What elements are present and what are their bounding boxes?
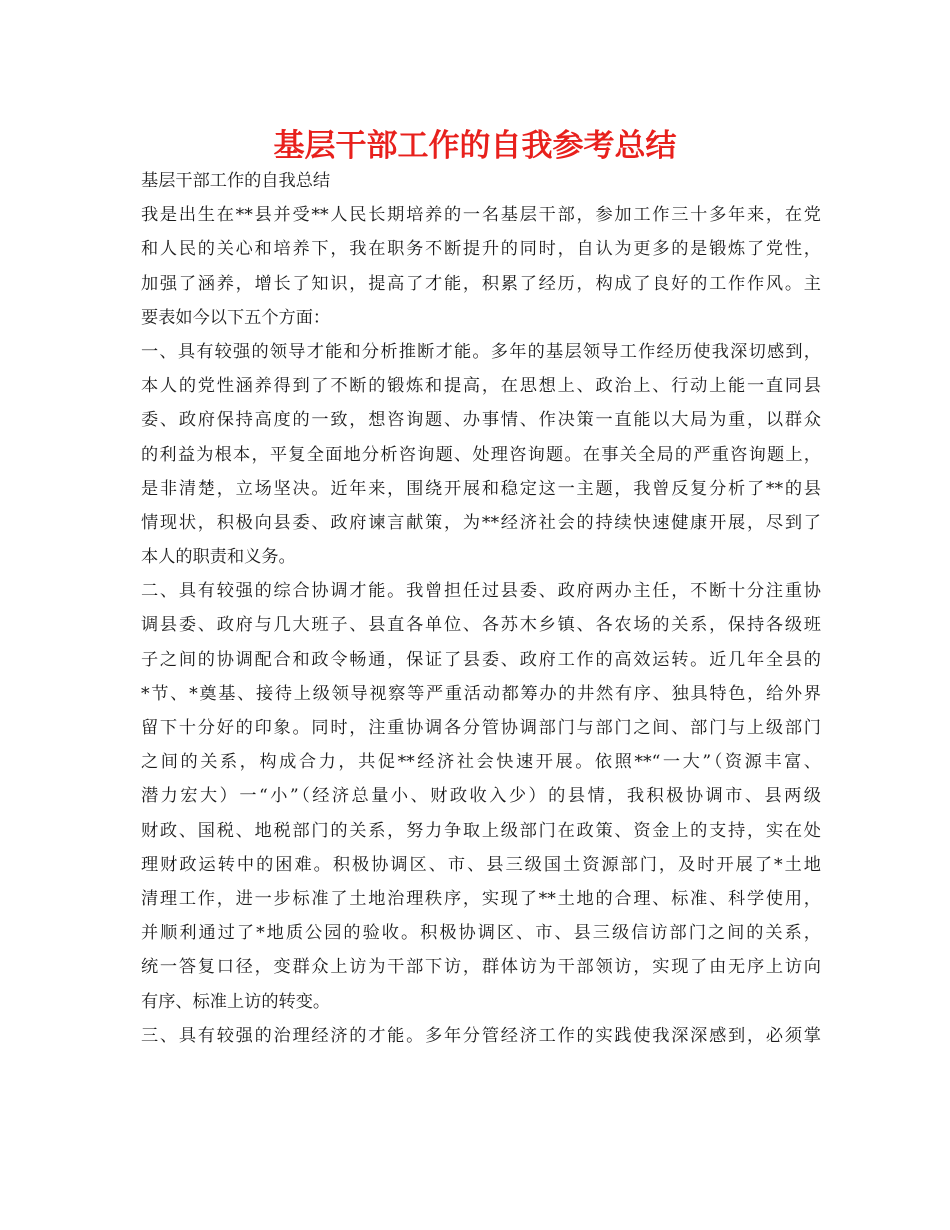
text-line: *节、*奠基、接待上级领导视察等严重活动都筹办的井然有序、独具特色，给外界	[141, 683, 821, 704]
text-line: 我是出生在**县并受**人民长期培养的一名基层干部，参加工作三十多年来，在党	[141, 205, 821, 226]
document-title: 基层干部工作的自我参考总结	[273, 128, 677, 164]
text-line: 本人的党性涵养得到了不断的锻炼和提高，在思想上、政治上、行动上能一直同县	[141, 376, 821, 397]
text-line: 基层干部工作的自我总结	[141, 171, 331, 191]
text-line: 留下十分好的印象。同时，注重协调各分管协调部门与部门之间、部门与上级部门	[141, 718, 821, 738]
text-line: 要表如今以下五个方面：	[141, 307, 331, 328]
text-line: 统一答复口径，变群众上访为干部下访，群体访为干部领访，实现了由无序上访向	[141, 957, 821, 978]
text-line: 理财政运转中的困难。积极协调区、市、县三级国土资源部门，及时开展了*土地	[141, 854, 821, 875]
text-line: 之间的关系，构成合力，共促**经济社会快速开展。依照**“一大”（资源丰富、	[141, 752, 821, 773]
text-line: 二、具有较强的综合协调才能。我曾担任过县委、政府两办主任，不断十分注重协	[141, 581, 821, 602]
text-line: 本人的职责和义务。	[141, 547, 296, 568]
text-line: 潜力宏大）一“小”（经济总量小、财政收入少）的县情，我积极协调市、县两级	[141, 786, 821, 807]
text-line: 和人民的关心和培养下，我在职务不断提升的同时，自认为更多的是锻炼了党性，	[141, 239, 821, 260]
text-line: 子之间的协调配合和政令畅通，保证了县委、政府工作的高效运转。近几年全县的	[141, 649, 821, 670]
text-line: 调县委、政府与几大班子、县直各单位、各苏木乡镇、各农场的关系，保持各级班	[141, 615, 821, 636]
text-line: 加强了涵养，增长了知识，提高了才能，积累了经历，构成了良好的工作作风。主	[141, 273, 821, 294]
text-line: 委、政府保持高度的一致，想咨询题、办事情、作决策一直能以大局为重，以群众	[141, 410, 821, 431]
text-line: 财政、国税、地税部门的关系，努力争取上级部门在政策、资金上的支持，实在处	[141, 820, 821, 841]
text-line: 清理工作，进一步标准了土地治理秩序，实现了**土地的合理、标准、科学使用，	[141, 888, 821, 909]
text-line: 有序、标准上访的转变。	[141, 991, 331, 1012]
document-body	[141, 164, 821, 1053]
text-line: 是非清楚，立场坚决。近年来，围绕开展和稳定这一主题，我曾反复分析了**的县	[141, 478, 821, 499]
text-line: 一、具有较强的领导才能和分析推断才能。多年的基层领导工作经历使我深切感到，	[141, 341, 821, 362]
text-line: 并顺利通过了*地质公园的验收。积极协调区、市、县三级信访部门之间的关系，	[141, 923, 821, 944]
text-line: 情现状，积极向县委、政府谏言献策，为**经济社会的持续快速健康开展，尽到了	[141, 512, 821, 533]
text-line: 三、具有较强的治理经济的才能。多年分管经济工作的实践使我深深感到，必须掌	[141, 1025, 821, 1046]
text-line: 的利益为根本，平复全面地分析咨询题、处理咨询题。在事关全局的严重咨询题上，	[141, 444, 821, 465]
